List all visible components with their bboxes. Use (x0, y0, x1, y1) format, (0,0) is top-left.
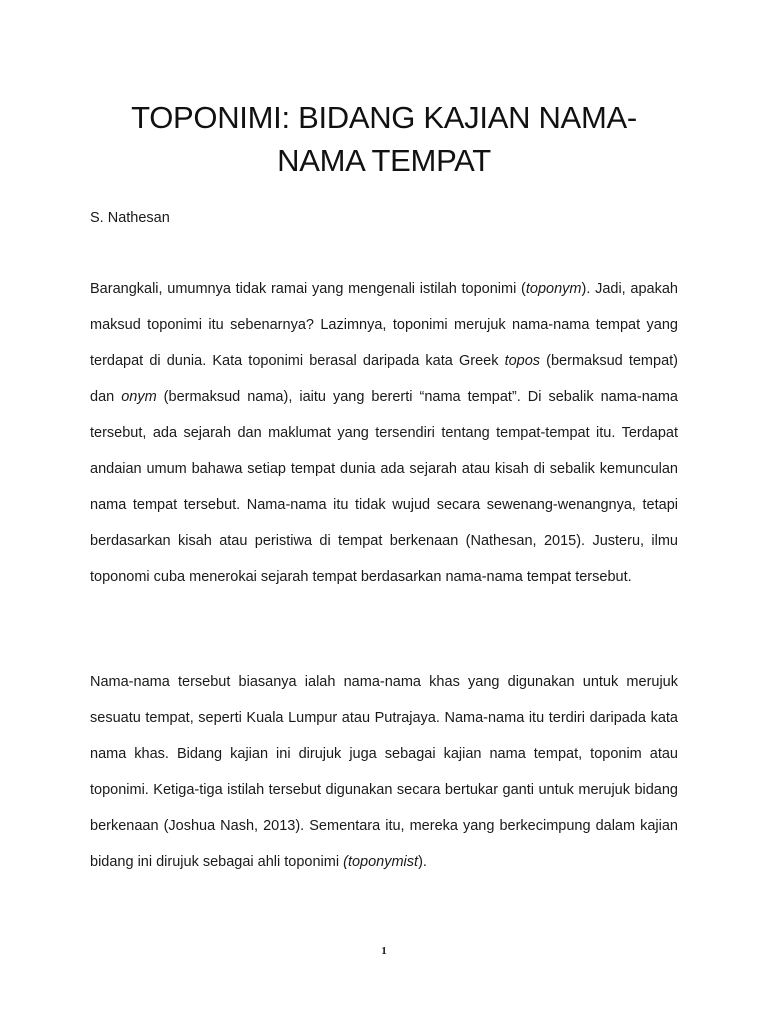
page-number: 1 (381, 945, 387, 957)
paragraph-1 (90, 271, 678, 595)
author-name: S. Nathesan (90, 210, 170, 226)
paragraph-segment: ). (418, 854, 427, 870)
document-title: TOPONIMI: BIDANG KAJIAN NAMA-NAMA TEMPAT (131, 100, 637, 178)
paragraph-segment-italic: toponym (525, 281, 582, 297)
paragraph-segment-italic: onym (121, 389, 157, 405)
paragraph-2 (90, 664, 678, 880)
paragraph-segment-italic: topos (504, 353, 541, 369)
paragraph-segment: Barangkali, umumnya tidak ramai yang mengenali istilah toponimi ( (90, 281, 526, 297)
paragraph-segment: Nama-nama tersebut biasanya ialah nama-nama khas yang digunakan untuk merujuk sesuatu tempat, seperti Kuala Lumpur atau Putrajaya. Nama-nama itu terdiri daripada kata nama khas. Bidang kajian ini dirujuk juga sebagai kajian nama tempat, toponim atau toponimi. Ketiga-tiga istilah tersebut digunakan secara bertukar ganti untuk merujuk bidang berkenaan (Joshua Nash, 2013). Sementara itu, mereka yang berkecimpung dalam kajian bidang ini dirujuk sebagai ahli toponimi (90, 674, 678, 870)
paragraph-segment: ). Jadi, apakah maksud toponimi itu sebenarnya? Lazimnya, toponimi merujuk nama-nama tempat yang terdapat di dunia. Kata toponimi berasal daripada kata Greek (90, 281, 678, 369)
paragraph-segment-italic: (toponymist (343, 854, 419, 870)
paragraph-segment: (bermaksud nama), iaitu yang bererti “nama tempat”. Di sebalik nama-nama tersebut, ada sejarah dan maklumat yang tersendiri tentang tempat-tempat itu. Terdapat andaian umum bahawa setiap tempat dunia ada sejarah atau kisah di sebalik kemunculan nama tempat tersebut. Nama-nama itu tidak wujud secara sewenang-wenangnya, tetapi berdasarkan kisah atau peristiwa di tempat berkenaan (Nathesan, 2015). Justeru, ilmu toponomi cuba menerokai sejarah tempat berdasarkan nama-nama tempat tersebut. (90, 389, 678, 585)
paragraph-segment: (bermaksud tempat) dan (90, 353, 678, 405)
